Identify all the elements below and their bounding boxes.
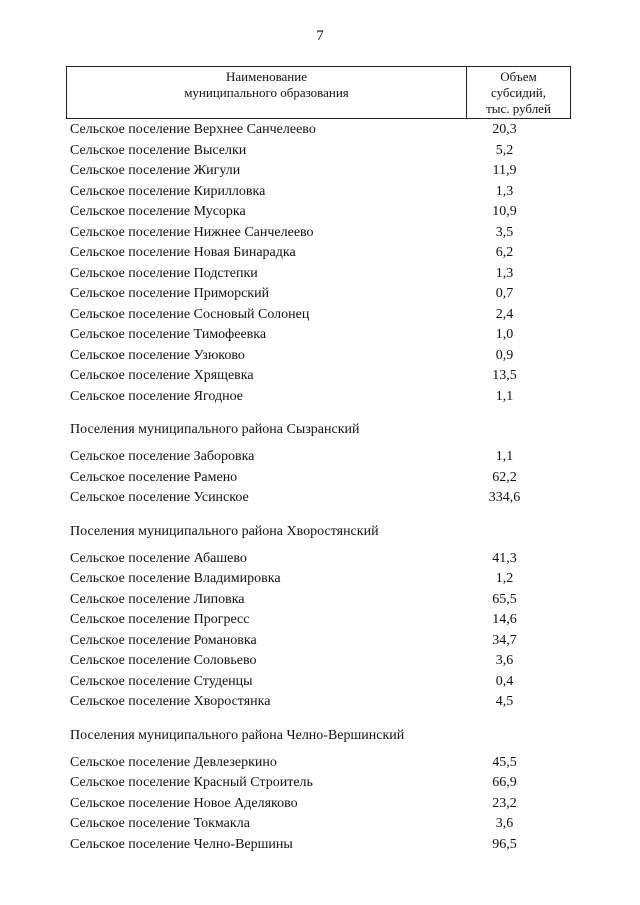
table-row [70,325,570,346]
settlement-name: Сельское поселение Абашево [70,550,247,566]
subsidy-value: 1,1 [495,449,514,464]
section-title: Поселения муниципального района Сызранский [70,422,360,437]
table-row [70,223,570,244]
settlement-name: Сельское поселение Верхнее Санчелеево [70,122,316,137]
subsidy-value: 6,2 [495,245,514,260]
table-row [70,182,570,203]
table-row [70,202,570,223]
table-row [70,366,570,387]
settlement-name: Сельское поселение Студенцы [70,673,253,689]
settlement-name: Сельское поселение Прогресс [70,612,250,627]
section-title: Поселения муниципального района Хворостянский [70,523,379,539]
table-row [70,161,570,182]
table-row [70,814,570,835]
subsidy-value: 4,5 [495,694,514,709]
settlement-name: Сельское поселение Красный Строитель [70,775,313,790]
settlement-name: Сельское поселение Романовка [70,632,257,648]
settlement-name: Сельское поселение Узюково [70,347,245,363]
column-header-name [67,67,467,118]
settlement-name: Сельское поселение Мусорка [70,204,246,219]
table-header [66,66,571,119]
table-row [70,773,570,794]
table-row [70,120,570,141]
subsidy-value: 1,3 [495,183,514,199]
table-row [70,590,570,611]
settlement-name: Сельское поселение Подстепки [70,265,258,281]
subsidy-value: 14,6 [492,612,517,627]
subsidy-value: 3,6 [495,816,514,831]
settlement-name: Сельское поселение Липовка [70,591,245,607]
table-row [70,569,570,590]
subsidy-value: 0,9 [495,347,514,363]
table-row [70,141,570,162]
settlement-name: Сельское поселение Новое Аделяково [70,795,298,811]
settlement-name: Сельское поселение Хрящевка [70,368,254,383]
column-header-name-line: муниципального образования [184,85,349,100]
subsidy-value: 11,9 [492,163,517,178]
section-title: Поселения муниципального района Челно-Вершинский [70,727,405,743]
settlement-name: Сельское поселение Тимофеевка [70,327,267,342]
subsidy-value: 3,5 [495,224,514,240]
subsidy-table-body [70,120,570,855]
column-header-value-line: Объем [500,69,537,84]
table-row [70,447,570,468]
table-row [70,692,570,713]
subsidy-value: 1,2 [495,571,514,586]
subsidy-value: 10,9 [492,204,517,219]
table-row [70,284,570,305]
subsidy-value: 66,9 [492,775,517,790]
table-row [70,243,570,264]
table-row [70,753,570,774]
settlement-name: Сельское поселение Владимировка [70,571,281,586]
subsidy-value: 62,2 [492,469,517,485]
settlement-name: Сельское поселение Хворостянка [70,694,271,709]
table-row [70,672,570,693]
table-row [70,488,570,509]
table-row [70,631,570,652]
column-header-value [467,67,570,118]
table-row [70,794,570,815]
settlement-name: Сельское поселение Соловьево [70,653,257,668]
column-header-value-line: тыс. рублей [486,101,551,116]
settlement-name: Сельское поселение Челно-Вершины [70,836,293,852]
subsidy-value: 1,1 [495,388,514,404]
column-header-value-line: субсидий, [490,85,547,100]
subsidy-value: 334,6 [488,490,521,505]
table-row [70,346,570,367]
page-number: 7 [316,28,324,44]
table-row [70,835,570,856]
settlement-name: Сельское поселение Кирилловка [70,183,266,199]
table-row [70,264,570,285]
subsidy-value: 3,6 [495,653,514,668]
settlement-name: Сельское поселение Заборовка [70,449,255,464]
table-row [70,387,570,408]
settlement-name: Сельское поселение Новая Бинарадка [70,245,296,260]
table-row [70,305,570,326]
column-header-name-line: Наименование [226,69,307,84]
table-row [70,610,570,631]
subsidy-value: 65,5 [492,591,517,607]
settlement-name: Сельское поселение Усинское [70,490,249,505]
subsidy-value: 5,2 [495,142,514,158]
subsidy-value: 23,2 [492,795,517,811]
subsidy-value: 1,0 [495,327,514,342]
settlement-name: Сельское поселение Нижнее Санчелеево [70,224,314,240]
table-row [70,651,570,672]
table-row [70,468,570,489]
settlement-name: Сельское поселение Выселки [70,142,247,158]
settlement-name: Сельское поселение Токмакла [70,816,250,831]
settlement-name: Сельское поселение Ягодное [70,388,243,404]
subsidy-value: 1,3 [495,265,514,281]
subsidy-value: 2,4 [495,306,514,322]
subsidy-value: 34,7 [492,632,517,648]
subsidy-value: 45,5 [492,754,517,770]
settlement-name: Сельское поселение Жигули [70,163,241,178]
subsidy-value: 0,4 [495,673,514,689]
settlement-name: Сельское поселение Сосновый Солонец [70,306,310,322]
subsidy-value: 41,3 [492,550,517,566]
subsidy-value: 20,3 [492,122,517,137]
settlement-name: Сельское поселение Рамено [70,469,238,485]
subsidy-value: 96,5 [492,836,517,852]
settlement-name: Сельское поселение Девлезеркино [70,754,277,770]
subsidy-value: 0,7 [495,286,514,301]
settlement-name: Сельское поселение Приморский [70,286,270,301]
table-row [70,549,570,570]
subsidy-value: 13,5 [492,368,517,383]
